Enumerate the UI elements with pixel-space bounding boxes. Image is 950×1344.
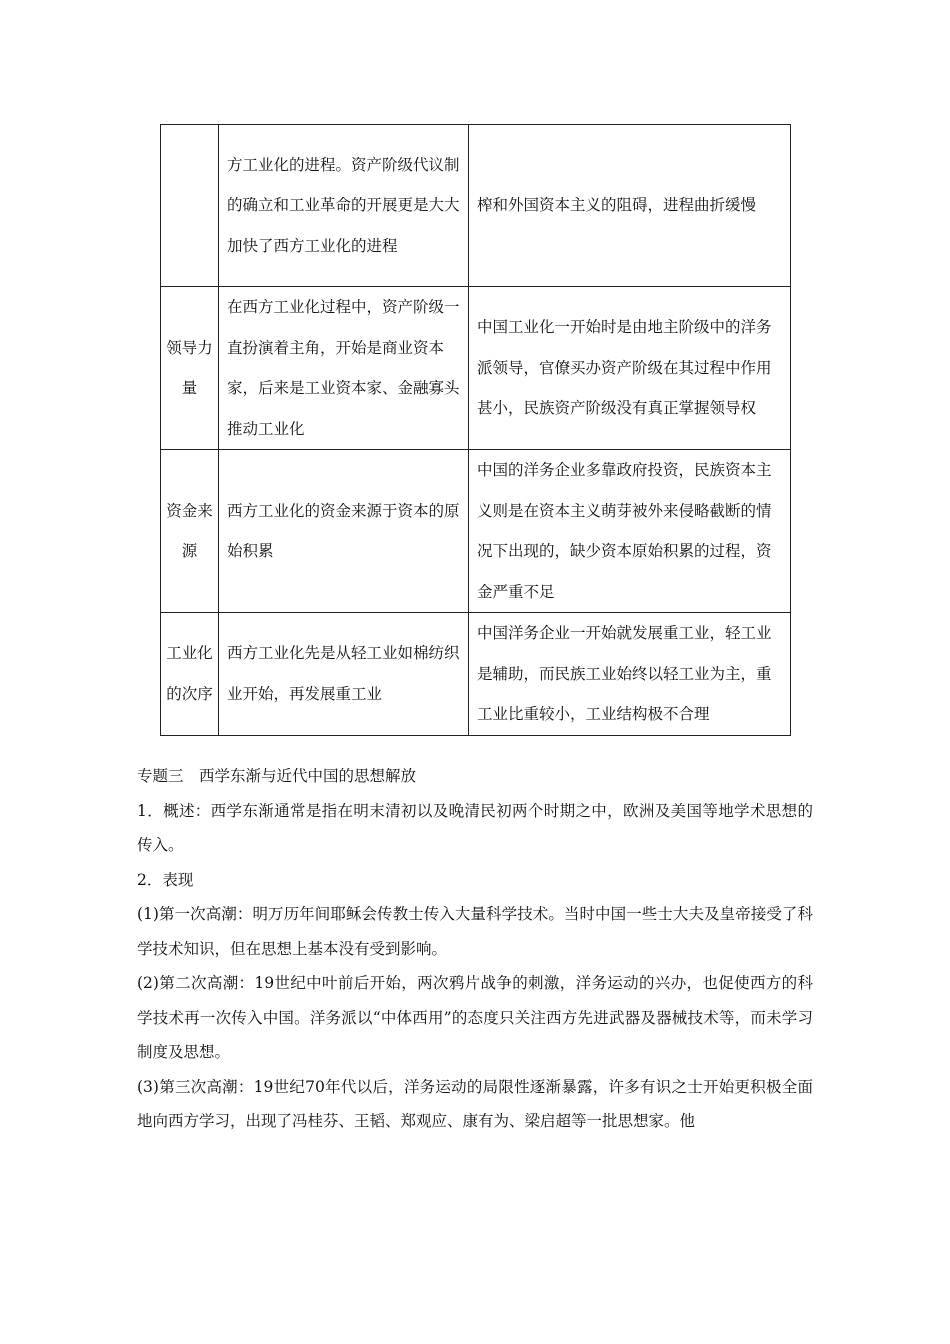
table-row: [161, 450, 791, 613]
row-label: 领导力量: [161, 287, 219, 450]
west-cell: 西方工业化的资金来源于资本的原始积累: [219, 450, 469, 613]
china-cell: 中国洋务企业一开始就发展重工业，轻工业是辅助，而民族工业始终以轻工业为主，重工业比重较小，工业结构极不合理: [469, 613, 791, 736]
second-wave-paragraph: (2)第二次高潮：19世纪中叶前后开始，两次鸦片战争的刺激，洋务运动的兴办，也促使西方的科学技术再一次传入中国。洋务派以“中体西用”的态度只关注西方先进武器及器械技术等，而未学习制度及思想。: [137, 974, 813, 1061]
west-cell: 方工业化的进程。资产阶级代议制的确立和工业革命的开展更是大大加快了西方工业化的进程: [219, 125, 469, 287]
table-row: [161, 287, 791, 450]
china-cell: 中国的洋务企业多靠政府投资，民族资本主义则是在资本主义萌芽被外来侵略截断的情况下出现的，缺少资本原始积累的过程，资金严重不足: [469, 450, 791, 613]
china-cell: 中国工业化一开始时是由地主阶级中的洋务派领导，官僚买办资产阶级在其过程中作用甚小，民族资产阶级没有真正掌握领导权: [469, 287, 791, 450]
table-row: [161, 125, 791, 287]
first-wave-paragraph: (1)第一次高潮：明万历年间耶稣会传教士传入大量科学技术。当时中国一些士大夫及皇帝接受了科学技术知识，但在思想上基本没有受到影响。: [137, 905, 813, 958]
row-label: [161, 125, 219, 287]
west-cell: 西方工业化先是从轻工业如棉纺织业开始，再发展重工业: [219, 613, 469, 736]
section-title: 专题三 西学东渐与近代中国的思想解放: [137, 767, 417, 785]
row-label: 资金来源: [161, 450, 219, 613]
comparison-table: [160, 124, 791, 736]
row-label: 工业化的次序: [161, 613, 219, 736]
section-body: [137, 759, 813, 1139]
third-wave-paragraph: (3)第三次高潮：19世纪70年代以后，洋务运动的局限性逐渐暴露，许多有识之士开始更积极全面地向西方学习，出现了冯桂芬、王韬、郑观应、康有为、梁启超等一批思想家。他: [137, 1077, 813, 1130]
performance-heading: 2．表现: [137, 870, 194, 889]
overview-paragraph: 1．概述：西学东渐通常是指在明末清初以及晚清民初两个时期之中，欧洲及美国等地学术思想的传入。: [137, 801, 813, 854]
china-cell: 榨和外国资本主义的阻碍，进程曲折缓慢: [469, 125, 791, 287]
table-row: [161, 613, 791, 736]
west-cell: 在西方工业化过程中，资产阶级一直扮演着主角，开始是商业资本家，后来是工业资本家、金融寡头推动工业化: [219, 287, 469, 450]
